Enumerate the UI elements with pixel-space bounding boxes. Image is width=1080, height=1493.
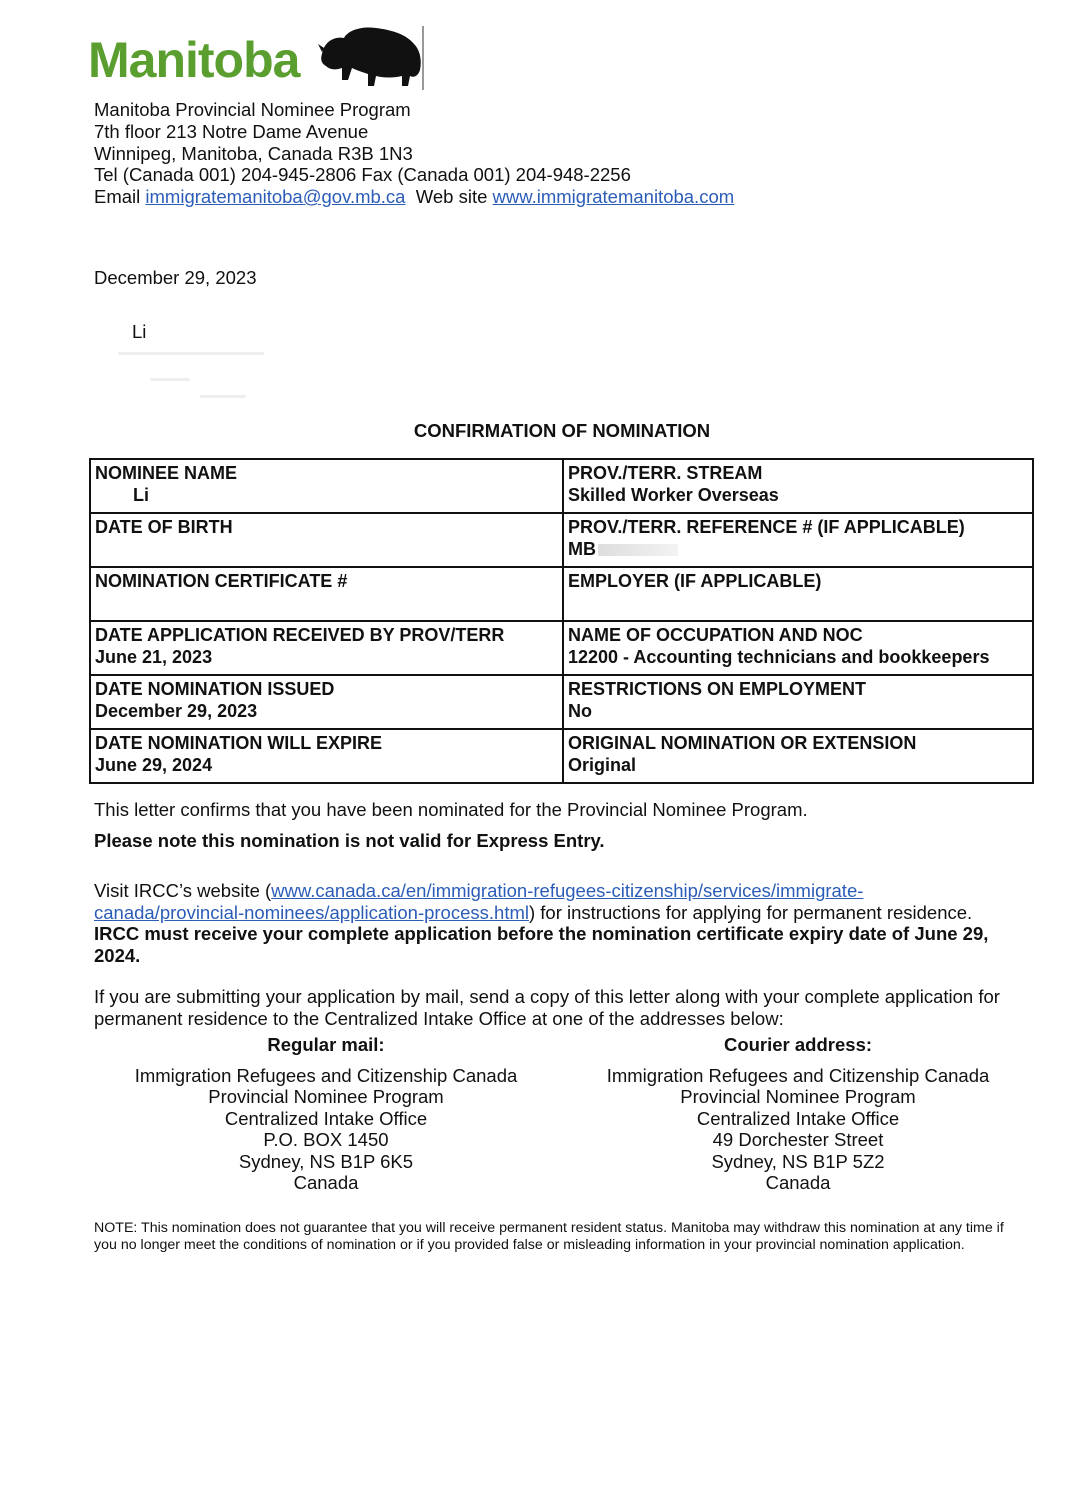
website-link[interactable]: www.immigratemanitoba.com — [492, 186, 735, 208]
table-row — [90, 729, 1033, 783]
cell-label: PROV./TERR. REFERENCE # (IF APPLICABLE) — [568, 517, 965, 537]
address-line-1: 7th floor 213 Notre Dame Avenue — [94, 120, 369, 142]
table-cell — [90, 513, 563, 567]
table-row — [90, 513, 1033, 567]
confirmation-text: This letter confirms that you have been nominated for the Provincial Nominee Program. — [94, 799, 808, 820]
table-cell — [563, 621, 1033, 675]
address-line: Canada — [765, 1172, 831, 1193]
cell-label: DATE APPLICATION RECEIVED BY PROV/TERR — [95, 625, 505, 645]
ircc-link-part1: www.canada.ca/en/immigration-refugees-citizenship/services/immigrate- — [271, 880, 864, 901]
address-line: Immigration Refugees and Citizenship Canada — [134, 1064, 518, 1086]
letterhead-address — [94, 99, 734, 208]
email-label: Email — [94, 186, 146, 208]
address-line: 49 Dorchester Street — [712, 1129, 884, 1150]
cell-label: NOMINATION CERTIFICATE # — [95, 571, 348, 591]
table-cell — [90, 675, 563, 729]
table-row — [90, 621, 1033, 675]
org-name: Manitoba Provincial Nominee Program — [94, 99, 411, 120]
table-row — [90, 459, 1033, 513]
address-line: P.O. BOX 1450 — [263, 1129, 389, 1150]
document-title: CONFIRMATION OF NOMINATION — [413, 420, 711, 441]
table-cell — [90, 459, 563, 513]
cell-label: DATE NOMINATION ISSUED — [95, 679, 335, 699]
deadline-text: IRCC must receive your complete application before the nomination certificate expiry date of June 29, 2024. — [94, 923, 989, 966]
cell-label: NAME OF OCCUPATION AND NOC — [568, 625, 863, 645]
phone-fax-line: Tel (Canada 001) 204-945-2806 Fax (Canada 001) 204-948-2256 — [94, 164, 631, 186]
redacted-address — [118, 352, 264, 355]
table-cell — [563, 729, 1033, 783]
address-line: Provincial Nominee Program — [208, 1086, 444, 1107]
manitoba-logo-text: Manitoba — [88, 32, 300, 88]
cell-label: NOMINEE NAME — [95, 463, 238, 483]
address-line-2: Winnipeg, Manitoba, Canada R3B 1N3 — [94, 142, 413, 164]
table-row — [90, 567, 1033, 621]
visit-prefix: Visit IRCC’s website ( — [94, 880, 272, 901]
address-line: Canada — [293, 1172, 359, 1193]
website-label: Web site — [405, 186, 493, 208]
cell-value: No — [568, 700, 592, 721]
cell-label: EMPLOYER (IF APPLICABLE) — [568, 571, 822, 591]
redacted-address — [200, 395, 246, 398]
express-entry-note: Please note this nomination is not valid for Express Entry. — [94, 830, 605, 851]
courier-heading: Courier address: — [723, 1034, 873, 1055]
mail-instructions: If you are submitting your application by mail, send a copy of this letter along with your complete application for permanent residence to the Centralized Intake Office at one of the addresses below: — [94, 986, 1000, 1029]
table-cell — [563, 567, 1033, 621]
redacted-reference — [598, 544, 678, 556]
regular-mail-heading: Regular mail: — [267, 1034, 385, 1055]
regular-mail-address — [91, 1034, 561, 1194]
contact-line — [94, 186, 734, 208]
bison-logo-icon — [318, 24, 426, 92]
redacted-address — [150, 378, 190, 381]
cell-value: Original — [568, 754, 637, 775]
cell-label: PROV./TERR. STREAM — [568, 463, 763, 483]
table-cell — [90, 621, 563, 675]
cell-value: Skilled Worker Overseas — [568, 484, 779, 505]
table-cell — [90, 567, 563, 621]
nomination-table — [89, 458, 1034, 784]
table-cell — [563, 513, 1033, 567]
address-line: Immigration Refugees and Citizenship Canada — [606, 1064, 990, 1086]
cell-value: June 29, 2024 — [95, 754, 213, 775]
cell-value: MB — [568, 538, 596, 559]
cell-value: June 21, 2023 — [95, 646, 213, 667]
cell-value: Li — [133, 484, 149, 505]
address-line: Sydney, NS B1P 5Z2 — [711, 1150, 885, 1172]
addressee-name: Li — [132, 321, 147, 342]
footer-note: NOTE: This nomination does not guarantee that you will receive permanent resident status. Manitoba may withdraw this nomination at any time if you no longer meet the conditions of nomination or if you provided false or misleading information in your provincial nomination application. — [94, 1220, 1004, 1253]
table-cell — [563, 675, 1033, 729]
cell-value: 12200 - Accounting technicians and bookkeepers — [568, 646, 990, 667]
table-cell — [90, 729, 563, 783]
table-row — [90, 675, 1033, 729]
cell-value: December 29, 2023 — [95, 700, 258, 721]
address-line: Provincial Nominee Program — [680, 1086, 916, 1107]
address-line: Centralized Intake Office — [696, 1107, 900, 1129]
email-link[interactable]: immigratemanitoba@gov.mb.ca — [145, 186, 406, 208]
letter-date: December 29, 2023 — [94, 267, 257, 288]
visit-suffix: ) for instructions for applying for permanent residence. — [528, 901, 973, 923]
cell-label: RESTRICTIONS ON EMPLOYMENT — [568, 679, 867, 699]
cell-value-row — [568, 539, 1028, 561]
table-cell — [563, 459, 1033, 513]
cell-label: DATE OF BIRTH — [95, 517, 233, 537]
ircc-link-part2: canada/provincial-nominees/application-process.html — [94, 901, 529, 923]
ircc-instructions — [94, 880, 1034, 923]
cell-label: DATE NOMINATION WILL EXPIRE — [95, 733, 382, 753]
courier-address — [563, 1034, 1033, 1194]
address-line: Centralized Intake Office — [224, 1107, 428, 1129]
cell-label: ORIGINAL NOMINATION OR EXTENSION — [568, 733, 917, 753]
address-line: Sydney, NS B1P 6K5 — [238, 1150, 414, 1172]
